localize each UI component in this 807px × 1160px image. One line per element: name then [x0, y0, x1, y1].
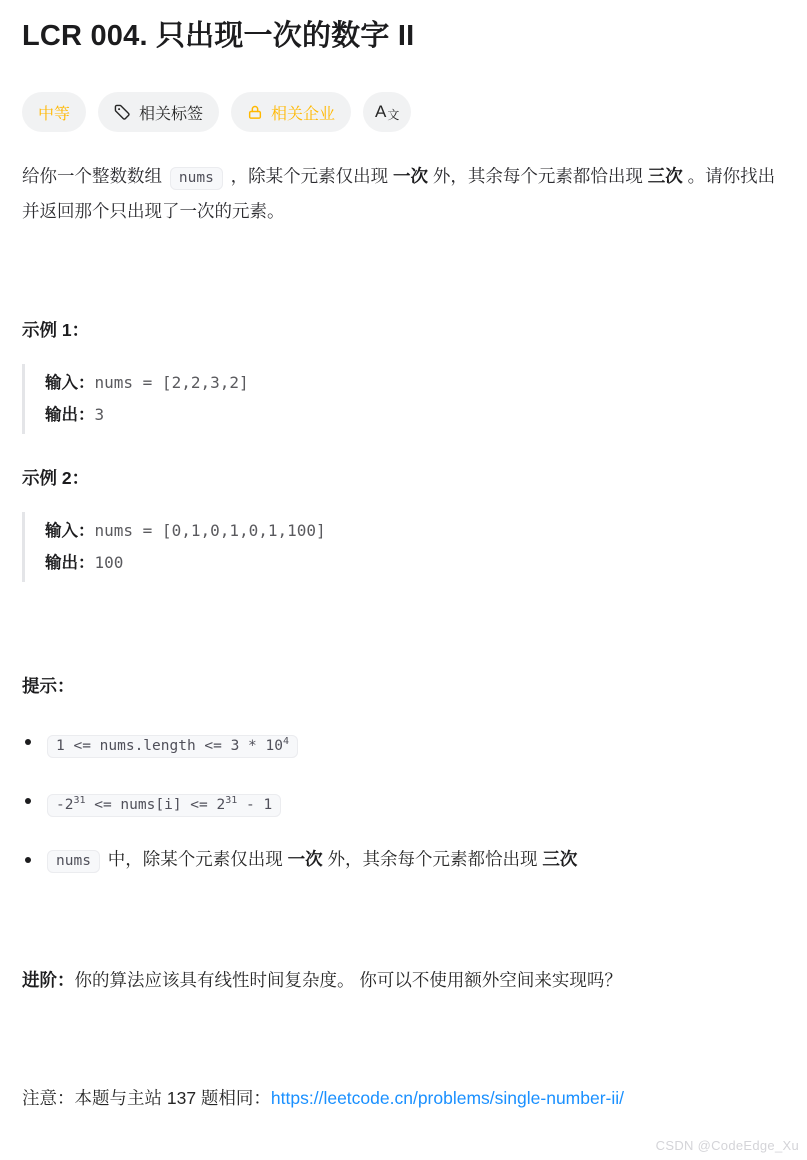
- followup-label: 进阶：: [22, 969, 75, 990]
- output-label: 输出：: [45, 406, 95, 424]
- constraint-code: 1 <= nums.length <= $3 * 10^4$: [47, 735, 298, 758]
- tag-icon: [114, 104, 131, 121]
- constraint-item-2: [22, 784, 785, 822]
- constraint-text: 中，除某个元素仅出现: [102, 848, 288, 869]
- constraint-item-3: [22, 843, 785, 878]
- example-2-block: [22, 512, 785, 582]
- input-value: nums = [2,2,3,2]: [94, 373, 249, 392]
- main-site-problem-link[interactable]: https://leetcode.cn/problems/single-number-ii/: [270, 1087, 625, 1108]
- constraint-bold-three: 三次: [542, 848, 578, 869]
- desc-text: 外，其余每个元素都恰出现: [428, 166, 648, 186]
- difficulty-badge[interactable]: [22, 92, 86, 132]
- example-1-input: [45, 367, 785, 399]
- input-value: nums = [0,1,0,1,0,1,100]: [94, 521, 326, 540]
- language-icon-cjk: 文: [387, 108, 400, 122]
- desc-text: 给你一个整数数组: [22, 166, 162, 186]
- followup-text: 你的算法应该具有线性时间复杂度。 你可以不使用额外空间来实现吗？: [74, 969, 622, 990]
- related-tags-label: 相关标签: [139, 105, 204, 123]
- example-2-input: [45, 515, 785, 547]
- problem-description: [22, 160, 785, 228]
- related-companies-label: 相关企业: [271, 105, 336, 123]
- output-label: 输出：: [45, 554, 95, 572]
- desc-text: 。请你找出并返回那个只出现了一次的元素。: [22, 166, 776, 221]
- language-icon: A: [375, 102, 387, 121]
- related-companies-button[interactable]: [231, 92, 351, 132]
- desc-bold-three: 三次: [647, 166, 683, 186]
- example-1-heading: 示例 1：: [22, 320, 90, 340]
- page-title: LCR 004. 只出现一次的数字 II: [22, 20, 415, 52]
- output-value: 100: [94, 553, 124, 572]
- desc-text: ，除某个元素仅出现: [230, 166, 394, 186]
- badge-row: [22, 92, 785, 132]
- example-2-output: [45, 547, 785, 579]
- difficulty-label: 中等: [38, 105, 71, 123]
- note-text: 注意：本题与主站 137 题相同：: [22, 1087, 271, 1108]
- output-value: 3: [94, 405, 105, 424]
- input-label: 输入：: [45, 374, 95, 392]
- inline-code-nums: nums: [47, 850, 100, 873]
- lock-icon: [247, 104, 263, 121]
- note-paragraph: [22, 1082, 785, 1115]
- related-tags-button[interactable]: [98, 92, 219, 132]
- csdn-watermark: CSDN @CodeEdge_Xu: [655, 1138, 799, 1153]
- followup-paragraph: [22, 964, 785, 997]
- example-1-output: [45, 399, 785, 431]
- inline-code-nums: nums: [170, 167, 223, 190]
- constraint-code: $-2^{31}$ <= nums[i] <= $2^{31} - 1$: [47, 794, 281, 817]
- example-1-block: [22, 364, 785, 434]
- language-toggle-button[interactable]: [363, 92, 411, 132]
- example-2-heading: 示例 2：: [22, 468, 90, 488]
- constraint-text: 外，其余每个元素都恰出现: [322, 848, 543, 869]
- constraint-bold-once: 一次: [287, 848, 323, 869]
- hints-heading: 提示：: [22, 676, 75, 696]
- desc-bold-once: 一次: [393, 166, 429, 186]
- input-label: 输入：: [45, 522, 95, 540]
- constraints-list: [22, 725, 785, 878]
- constraint-item-1: [22, 725, 785, 763]
